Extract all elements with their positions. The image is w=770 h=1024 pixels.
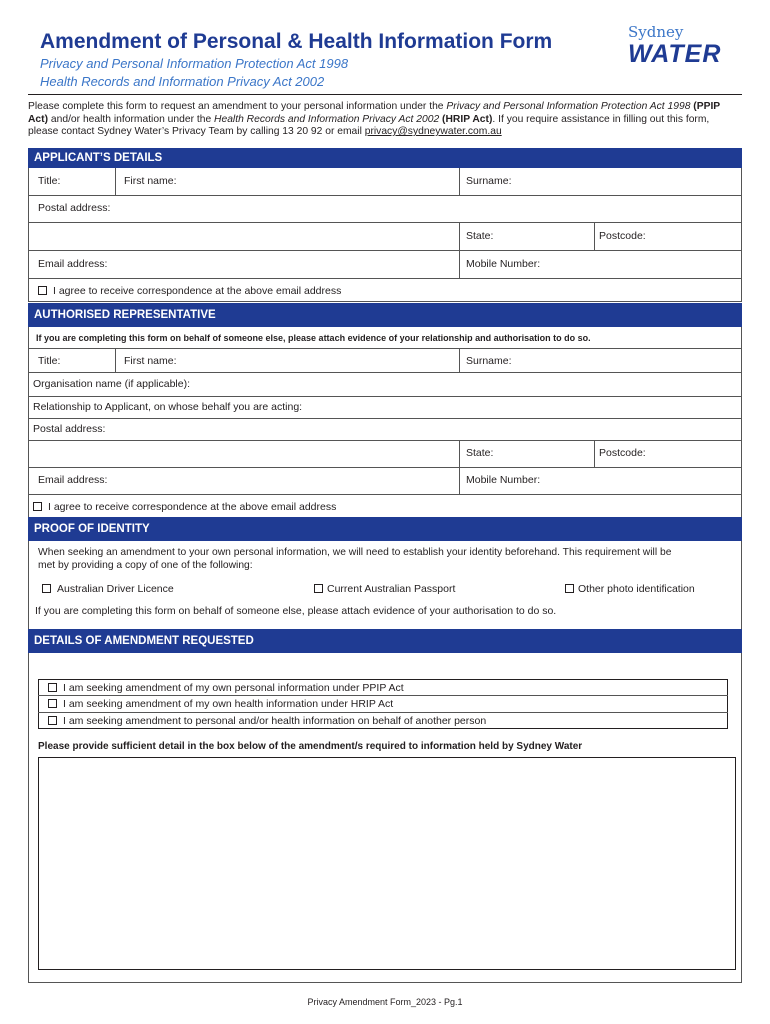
amendment-option-ppip[interactable]: I am seeking amendment of my own personal information under PPIP Act bbox=[48, 682, 404, 694]
representative-mobile-field[interactable]: Mobile Number: bbox=[466, 474, 541, 486]
representative-consent-checkbox[interactable] bbox=[33, 502, 42, 511]
representative-organisation-field[interactable]: Organisation name (if applicable): bbox=[33, 378, 190, 390]
section-amendment-heading: DETAILS OF AMENDMENT REQUESTED bbox=[28, 629, 742, 653]
amendment-detail-textarea[interactable] bbox=[38, 757, 736, 970]
applicant-first-name-field[interactable]: First name: bbox=[124, 175, 177, 187]
hrip-checkbox[interactable] bbox=[48, 699, 57, 708]
logo-sydney-text: Sydney bbox=[628, 23, 684, 41]
applicant-postcode-field[interactable]: Postcode: bbox=[599, 230, 646, 242]
privacy-email-link[interactable]: privacy@sydneywater.com.au bbox=[364, 126, 502, 137]
passport-checkbox[interactable] bbox=[314, 584, 323, 593]
section-identity-heading: PROOF OF IDENTITY bbox=[28, 517, 742, 541]
driver-licence-checkbox[interactable] bbox=[42, 584, 51, 593]
identity-paragraph: When seeking an amendment to your own personal information, we will need to establish your identity beforehand. This requirement will be met by providing a copy of one of the following: bbox=[38, 547, 672, 571]
applicant-email-field[interactable]: Email address: bbox=[38, 258, 108, 270]
applicant-postal-field[interactable]: Postal address: bbox=[38, 202, 111, 214]
amendment-option-hrip[interactable]: I am seeking amendment of my own health information under HRIP Act bbox=[48, 698, 393, 710]
representative-email-field[interactable]: Email address: bbox=[38, 474, 108, 486]
representative-title-field[interactable]: Title: bbox=[38, 355, 61, 367]
identity-option-driver-licence[interactable]: Australian Driver Licence bbox=[42, 583, 174, 595]
applicant-state-field[interactable]: State: bbox=[466, 230, 494, 242]
representative-consent-option[interactable]: I agree to receive correspondence at the above email address bbox=[33, 501, 336, 513]
applicant-surname-field[interactable]: Surname: bbox=[466, 175, 512, 187]
representative-first-name-field[interactable]: First name: bbox=[124, 355, 177, 367]
form-title: Amendment of Personal & Health Information Form bbox=[40, 30, 553, 53]
representative-postcode-field[interactable]: Postcode: bbox=[599, 447, 646, 459]
header-divider bbox=[28, 94, 742, 95]
identity-note: If you are completing this form on behalf of someone else, please attach evidence of your authorisation to do so. bbox=[35, 605, 557, 617]
applicant-title-field[interactable]: Title: bbox=[38, 175, 61, 187]
logo-water-text: WATER bbox=[628, 40, 722, 68]
intro-paragraph: Please complete this form to request an amendment to your personal information under the Privacy and Personal Information Protection Act 1998 (PPIP Act) and/or health information under the Health Records and Information Privacy Act 2002 (HRIP Act). If you require assistance in filling out this form, please contact Sydney Water’s Privacy Team by calling 13 20 92 or email privacy@sydneywater.com.au bbox=[28, 101, 720, 137]
page-footer: Privacy Amendment Form_2023 - Pg.1 bbox=[307, 997, 463, 1007]
representative-note: If you are completing this form on behalf of someone else, please attach evidence of your relationship and authorisation to do so. bbox=[36, 333, 591, 343]
identity-option-passport[interactable]: Current Australian Passport bbox=[314, 583, 455, 595]
amendment-option-behalf[interactable]: I am seeking amendment to personal and/or health information on behalf of another person bbox=[48, 715, 486, 727]
representative-state-field[interactable]: State: bbox=[466, 447, 494, 459]
subtitle-ppip: Privacy and Personal Information Protection Act 1998 bbox=[40, 56, 349, 71]
ppip-checkbox[interactable] bbox=[48, 683, 57, 692]
subtitle-hrip: Health Records and Information Privacy Act 2002 bbox=[40, 74, 325, 89]
representative-relationship-field[interactable]: Relationship to Applicant, on whose behalf you are acting: bbox=[33, 401, 303, 413]
applicant-mobile-field[interactable]: Mobile Number: bbox=[466, 258, 541, 270]
section-applicant-heading: APPLICANT’S DETAILS bbox=[28, 148, 742, 168]
identity-option-other-photo[interactable]: Other photo identification bbox=[565, 583, 695, 595]
applicant-consent-option[interactable]: I agree to receive correspondence at the above email address bbox=[38, 285, 341, 297]
section-representative-heading: AUTHORISED REPRESENTATIVE bbox=[28, 303, 742, 327]
representative-surname-field[interactable]: Surname: bbox=[466, 355, 512, 367]
other-photo-checkbox[interactable] bbox=[565, 584, 574, 593]
applicant-consent-checkbox[interactable] bbox=[38, 286, 47, 295]
representative-postal-field[interactable]: Postal address: bbox=[33, 423, 106, 435]
amendment-detail-label: Please provide sufficient detail in the box below of the amendment/s required to information held by Sydney Water bbox=[38, 741, 583, 752]
behalf-checkbox[interactable] bbox=[48, 716, 57, 725]
